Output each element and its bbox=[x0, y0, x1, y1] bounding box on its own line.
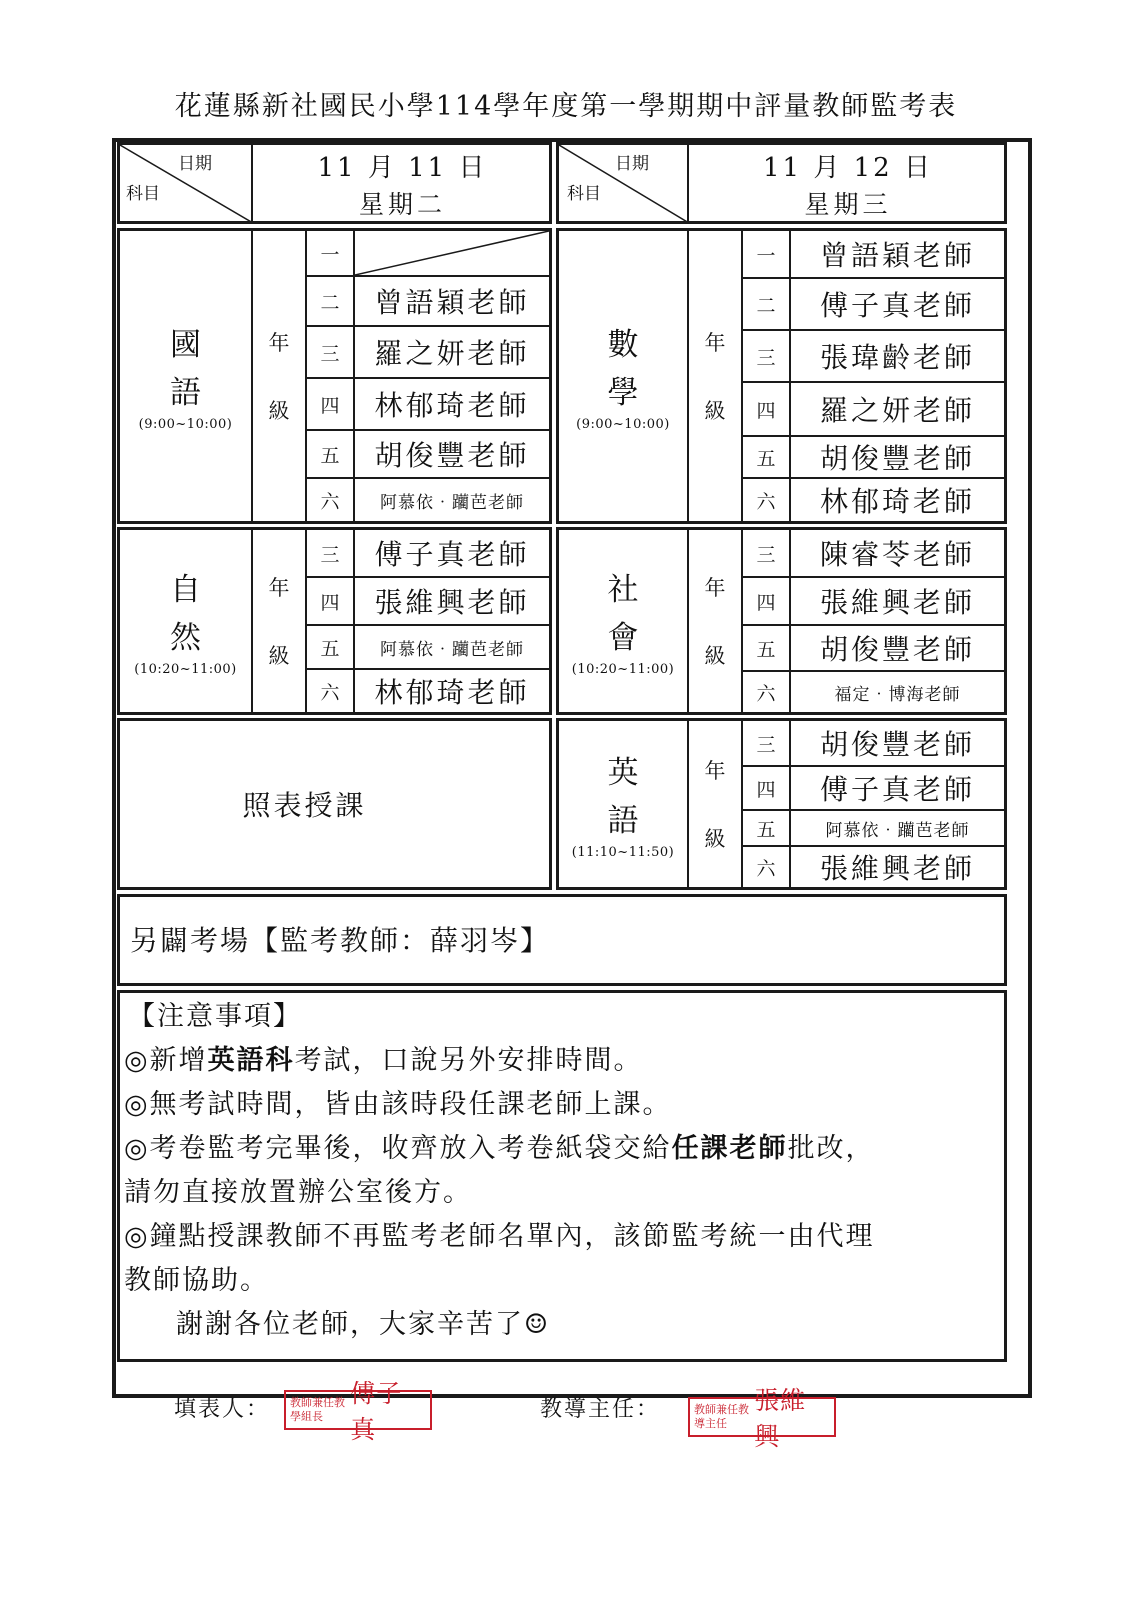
teacher-name: 林郁琦老師 bbox=[374, 389, 530, 422]
note-item-3-line2: 請勿直接放置辦公室後方。 bbox=[124, 1177, 472, 1208]
subject-cell: 自 然 (10:20~11:00) bbox=[134, 571, 237, 677]
subject-cell: 數 學 (9:00~10:00) bbox=[576, 326, 670, 432]
teacher-name: 陳睿苓老師 bbox=[819, 538, 975, 571]
day2-date: 11 月 12 日 bbox=[763, 152, 933, 183]
grade-number: 一 bbox=[756, 244, 776, 267]
filler-label: 填表人： bbox=[174, 1397, 271, 1422]
teacher-name: 張維興老師 bbox=[374, 586, 530, 619]
subject-cell: 社 會 (10:20~11:00) bbox=[571, 571, 675, 677]
section-chinese bbox=[117, 228, 552, 524]
note-item-2: ◎無考試時間，皆由該時段任課老師上課。 bbox=[124, 1089, 672, 1120]
teacher-name: 阿慕依‧躪芭老師 bbox=[825, 820, 970, 841]
day2-weekday: 星期三 bbox=[804, 190, 892, 219]
separate-room-box bbox=[117, 894, 1007, 986]
grade-number: 五 bbox=[756, 818, 776, 841]
grade-number: 四 bbox=[756, 591, 776, 614]
grade-label: 年 級 bbox=[704, 576, 726, 668]
grade-label: 年 級 bbox=[268, 331, 290, 423]
note-item-1: ◎新增英語科考試，口說另外安排時間。 bbox=[124, 1045, 643, 1076]
teacher-name: 曾語穎老師 bbox=[374, 286, 530, 319]
teacher-name: 羅之妍老師 bbox=[819, 394, 975, 427]
director-stamp: 教師兼任教導主任 張維興 bbox=[688, 1397, 836, 1437]
teacher-name: 林郁琦老師 bbox=[374, 676, 530, 709]
grade-number: 六 bbox=[756, 857, 776, 880]
section-social bbox=[556, 527, 1007, 715]
teacher-name: 福定‧博海老師 bbox=[834, 684, 961, 705]
date-label: 日期 bbox=[615, 154, 649, 174]
teacher-name: 張維興老師 bbox=[819, 586, 975, 619]
grade-number: 五 bbox=[320, 637, 340, 660]
grade-number: 五 bbox=[756, 447, 776, 470]
subject-cell: 英 語 (11:10~11:50) bbox=[571, 754, 675, 860]
grade-number: 六 bbox=[320, 681, 340, 704]
grade-label: 年 級 bbox=[704, 331, 726, 423]
teacher-name: 傅子真老師 bbox=[374, 538, 530, 571]
section-science bbox=[117, 527, 552, 715]
subject-label: 科目 bbox=[567, 184, 601, 204]
section-english bbox=[556, 718, 1007, 890]
grade-number: 三 bbox=[320, 342, 340, 365]
header-day1 bbox=[117, 142, 552, 224]
grade-number: 三 bbox=[756, 733, 776, 756]
grade-number: 三 bbox=[756, 346, 776, 369]
grade-number: 六 bbox=[756, 490, 776, 513]
teacher-name: 胡俊豐老師 bbox=[819, 728, 975, 761]
grade-number: 三 bbox=[756, 543, 776, 566]
page-title: 花蓮縣新社國民小學114學年度第一學期期中評量教師監考表 bbox=[174, 91, 958, 122]
separate-room-text: 另闢考場【監考教師：薛羽岑】 bbox=[130, 924, 551, 957]
header-day2 bbox=[556, 142, 1007, 224]
director-label: 教導主任： bbox=[540, 1397, 661, 1422]
grade-number: 四 bbox=[756, 778, 776, 801]
teacher-name: 張維興老師 bbox=[819, 852, 975, 885]
grade-number: 四 bbox=[320, 591, 340, 614]
teacher-name: 羅之妍老師 bbox=[374, 337, 530, 370]
grade-label: 年 級 bbox=[704, 759, 726, 851]
subject-label: 科目 bbox=[126, 184, 160, 204]
teacher-name: 傅子真老師 bbox=[819, 289, 975, 322]
teacher-name: 張瑋齡老師 bbox=[819, 341, 975, 374]
day1-weekday: 星期二 bbox=[358, 190, 446, 219]
grade-number: 四 bbox=[320, 394, 340, 417]
grade-number: 六 bbox=[320, 490, 340, 513]
closing-thanks: 謝謝各位老師，大家辛苦了☺ bbox=[176, 1309, 551, 1340]
teacher-name: 傅子真老師 bbox=[819, 773, 975, 806]
teach-as-scheduled-box bbox=[117, 718, 552, 890]
date-label: 日期 bbox=[178, 154, 212, 174]
notes-heading: 【注意事項】 bbox=[128, 1001, 302, 1032]
grade-number: 一 bbox=[320, 243, 340, 266]
grade-label: 年 級 bbox=[268, 576, 290, 668]
note-item-4-line2: 教師協助。 bbox=[124, 1265, 269, 1296]
teacher-name: 胡俊豐老師 bbox=[374, 439, 530, 472]
teacher-name: 曾語穎老師 bbox=[819, 239, 975, 272]
day1-date: 11 月 11 日 bbox=[317, 152, 488, 183]
section-math bbox=[556, 228, 1007, 524]
note-item-4: ◎鐘點授課教師不再監考老師名單內，該節監考統一由代理 bbox=[124, 1221, 875, 1252]
grade-number: 二 bbox=[756, 294, 776, 317]
grade-number: 二 bbox=[320, 291, 340, 314]
filler-stamp: 教師兼任教學組長 傅子真 bbox=[284, 1390, 432, 1430]
teacher-name: 阿慕依‧躪芭老師 bbox=[380, 492, 524, 513]
grade-number: 五 bbox=[320, 444, 340, 467]
grade-number: 六 bbox=[756, 682, 776, 705]
subject-cell: 國 語 (9:00~10:00) bbox=[138, 326, 233, 432]
teacher-name: 胡俊豐老師 bbox=[819, 633, 975, 666]
diagonal-line bbox=[355, 231, 549, 275]
note-item-3: ◎考卷監考完畢後，收齊放入考卷紙袋交給任課老師批改， bbox=[124, 1133, 875, 1164]
teacher-name: 林郁琦老師 bbox=[819, 485, 975, 518]
teach-as-scheduled-note: 照表授課 bbox=[242, 789, 367, 822]
teacher-name: 胡俊豐老師 bbox=[819, 442, 975, 475]
grade-number: 四 bbox=[756, 399, 776, 422]
teacher-name: 阿慕依‧躪芭老師 bbox=[380, 639, 524, 660]
notes-box bbox=[117, 990, 1007, 1362]
grade-number: 三 bbox=[320, 543, 340, 566]
grade-number: 五 bbox=[756, 638, 776, 661]
